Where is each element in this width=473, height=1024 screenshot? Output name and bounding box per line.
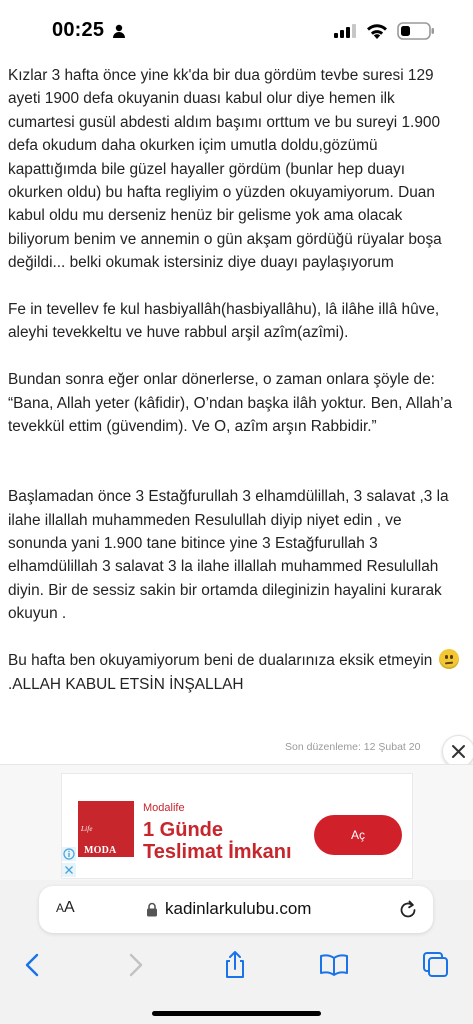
close-icon <box>451 744 466 759</box>
cellular-signal-icon <box>334 24 356 38</box>
post-paragraph: Fe in tevellev fe kul hasbiyallâh(hasbiyallâhu), lâ ilâhe illâ hûve, aleyhi tevekkeltu ve huve rabbul arşil azîm(azîmi). <box>8 301 440 342</box>
reader-settings-button[interactable]: AA <box>56 899 75 916</box>
bookmarks-icon[interactable] <box>319 950 349 980</box>
battery-icon <box>397 22 435 40</box>
last-edited-note: Son düzenleme: 12 Şubat 20 <box>285 741 421 753</box>
back-chevron-icon[interactable] <box>18 950 48 980</box>
home-indicator[interactable] <box>152 1011 321 1016</box>
ad-brand-name: Modalife <box>143 802 185 814</box>
wifi-icon <box>366 22 388 40</box>
status-bar <box>0 0 473 64</box>
reload-icon[interactable] <box>398 899 418 920</box>
lock-icon <box>146 902 158 917</box>
post-paragraph: Başlamadan önce 3 Estağfurullah 3 elhamdülillah, 3 salavat ,3 la ilahe illallah muhammeden Resulullah diyip niyet edin , ve sonunda yani 1.900 tane bitince yine 3 Estağfurullah 3 elhamdülillah 3 salavat 3 la ilahe illallah muhammed Resulullah diyin. Bir de sessiz sakin bir ortamda dileginizin hayalini kurarak okuyun . <box>8 488 449 623</box>
post-text: .ALLAH KABUL ETSİN İNŞALLAH <box>8 675 244 693</box>
share-icon[interactable] <box>220 950 250 980</box>
forum-post-body <box>8 64 463 764</box>
forward-chevron-icon[interactable] <box>120 950 150 980</box>
ad-info-icon[interactable] <box>62 847 76 861</box>
post-paragraph: Bundan sonra eğer onlar dönerlerse, o zaman onlara şöyle de: “Bana, Allah yeter (kâfidir), O’ndan başka ilâh yoktur. Ben, Allah’a tevekkül ettim (güvendim). Ve O, azîm arşın Rabbidir.” <box>8 371 453 436</box>
tabs-icon[interactable] <box>421 950 451 980</box>
post-paragraph-last <box>8 649 463 696</box>
ad-card[interactable] <box>61 773 413 879</box>
frowning-face-emoji-icon <box>439 649 459 669</box>
post-text: Bu hafta ben okuyamiyorum beni de dualarınıza eksik etmeyin <box>8 652 433 670</box>
person-icon <box>112 24 126 38</box>
post-paragraph: Kızlar 3 hafta önce yine kk'da bir dua gördüm tevbe suresi 129 ayeti 1900 defa okuyanin duası kabul olur diye hemen ilk cumartesi gusül abdesti aldım başımı orttum ve bu sureyi 1.900 defa okudum daha okurken içim umutla doldu,gözümü kapattığımda bile güzel hayaller gördüm (bunlar hep duayı okurken oldu) bu hafta regliyim o yüzden okuyamiyorum. Duan kabul oldu mu derseniz henüz bir gelisme yok ama olacak biliyorum benim ve annemin o gün akşam gördüğü rüyalar boşa değildi... belki okumak istersiniz diye duayı paylaşıyorum <box>8 67 442 272</box>
ad-headline: 1 Günde Teslimat İmkanı <box>143 819 292 863</box>
ad-open-button[interactable]: Aç <box>314 815 402 855</box>
ad-close-icon[interactable] <box>62 863 76 877</box>
browser-toolbar <box>0 880 473 1024</box>
status-time: 00:25 <box>52 19 105 41</box>
address-bar[interactable] <box>39 886 433 933</box>
brand-logo: MODA Life <box>78 801 134 857</box>
url-text: kadinlarkulubu.com <box>165 899 312 918</box>
